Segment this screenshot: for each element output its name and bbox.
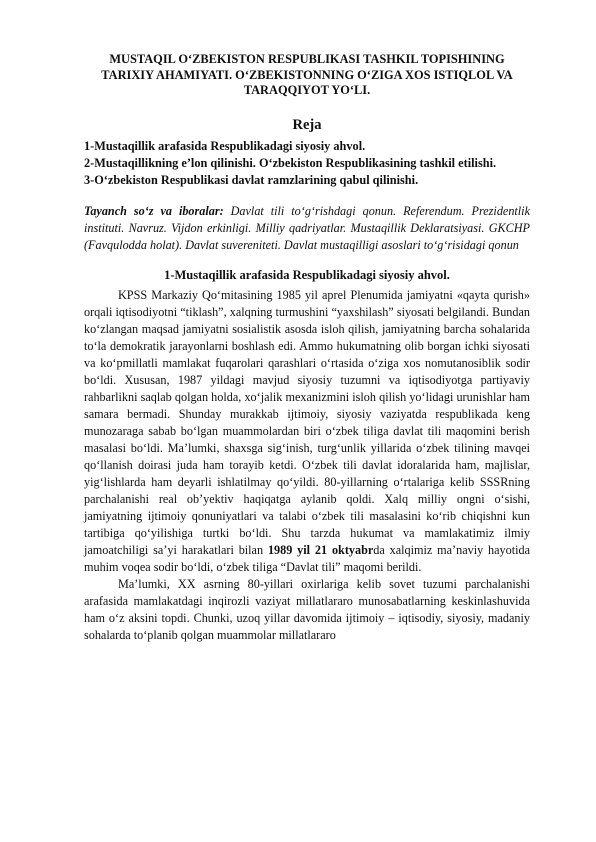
keywords-label: Tayanch so‘z va iboralar: (84, 203, 224, 218)
plan-item-1: 1-Mustaqillik arafasida Respublikadagi siyosiy ahvol. (84, 138, 366, 153)
document-title: MUSTAQIL O‘ZBEKISTON RESPUBLIKASI TASHKIL TOPISHINING TARIXIY AHAMIYATI. O‘ZBEKISTONNING O‘ZIGA XOS ISTIQLOL VA TARAQQIYOT YO‘LI. (101, 52, 513, 97)
section-heading: 1-Mustaqillik arafasida Respublikadagi siyosiy ahvol. (164, 267, 450, 282)
body-paragraph-2: Ma’lumki, XX asrning 80-yillari oxirlariga kelib sovet tuzumi parchalanishi arafasida mamlakatdagi inqirozli vaziyat millatlararo munosabatlarning keskinlashuvida ham o‘z aksini topdi. Chunki, uzoq yillar davomida ijtimoiy – iqtisodiy, siyosiy, madaniy sohalarda to‘planib qolgan muammolar millatlararo (84, 576, 530, 642)
paragraph-1-bold-date: 1989 yil 21 oktyabr (267, 542, 374, 557)
paragraph-1-text-start: KPSS Markaziy Qo‘mitasining 1985 yil aprel Plenumida jamiyatni «qayta qurish» orqali iqtisodiyotni “tiklash”, xalqning turmushini “yaxshilash” siyosati belgilandi. Bundan ko‘zlangan maqsad jamiyatni sosialistik asosda isloh qilish, jamiyatning barcha sohalarida to‘la demokratik jarayonlarni boshlash edi. Ammo hukumatning olib borgan ichki siyosati va ko‘pmillatli mamlakat fuqarolari qarashlari o‘rtasida o‘ziga xos nomutanosiblik sodir bo‘ldi. Xususan, 1987 yildagi mavjud siyosiy tuzumni va iqtisodiyotga partiyaviy rahbarlikni saqlab qolgan holda, xo‘jalik mexanizmini isloh qilish yo‘lidagi urunishlar ham samara bermadi. Shunday murakkab ijtimoiy, siyosiy vaziyatda respublikada keng munozaraga sabab bo‘lgan muammolardan biri o‘zbek tiliga davlat tili maqomini berish masalasi bo‘ldi. Ma’lumki, shaxsga sig‘inish, turg‘unlik yillarida o‘zbek tilining mavqei qo‘llanish doirasi juda ham torayib ketdi. O‘zbek tili davlat idoralarida ham, majlislar, yig‘lishlarda ham deyarli ishlatilmay qo‘yildi. 80-yillarning o‘rtalariga kelib SSSRning parchalanishi real ob’yektiv haqiqatga aylanib qoldi. Xalq milliy ongni o‘sishi, jamiyatning ijtimoiy qonuniyatlari va talabi o‘zbek tili masalasini ko‘rib chiqishni kun tartibiga qo‘yilishiga turtki bo‘ldi. Shu tarzda hukumat va mamlakatimiz ilmiy jamoatchiligi sa’yi harakatlari bilan (84, 287, 530, 557)
plan-list (84, 138, 530, 189)
document-page (84, 52, 530, 644)
plan-item-3: 3-O‘zbekiston Respublikasi davlat ramzlarining qabul qilinishi. (84, 172, 419, 187)
body-paragraph-1 (84, 287, 530, 576)
keywords-text: Davlat tili to‘g‘rishdagi qonun. Referendum. Prezidentlik instituti. Navruz. Vijdon erkinligi. Milliy qadriyatlar. Mustaqillik Deklaratsiyasi. GKCHP (Favqulodda holat). Davlat suvereniteti. Davlat mustaqilligi asoslari to‘g‘risidagi qonun (84, 203, 530, 252)
plan-heading: Reja (292, 116, 322, 133)
plan-item-2: 2-Mustaqillikning e’lon qilinishi. O‘zbekiston Respublikasining tashkil etilishi. (84, 155, 497, 170)
paragraph-1-text-end: da xalqimiz ma’naviy hayotida muhim voqea sodir bo‘ldi, o‘zbek tiliga “Davlat tili” maqomi berildi. (84, 542, 531, 574)
keywords-block (84, 203, 530, 254)
